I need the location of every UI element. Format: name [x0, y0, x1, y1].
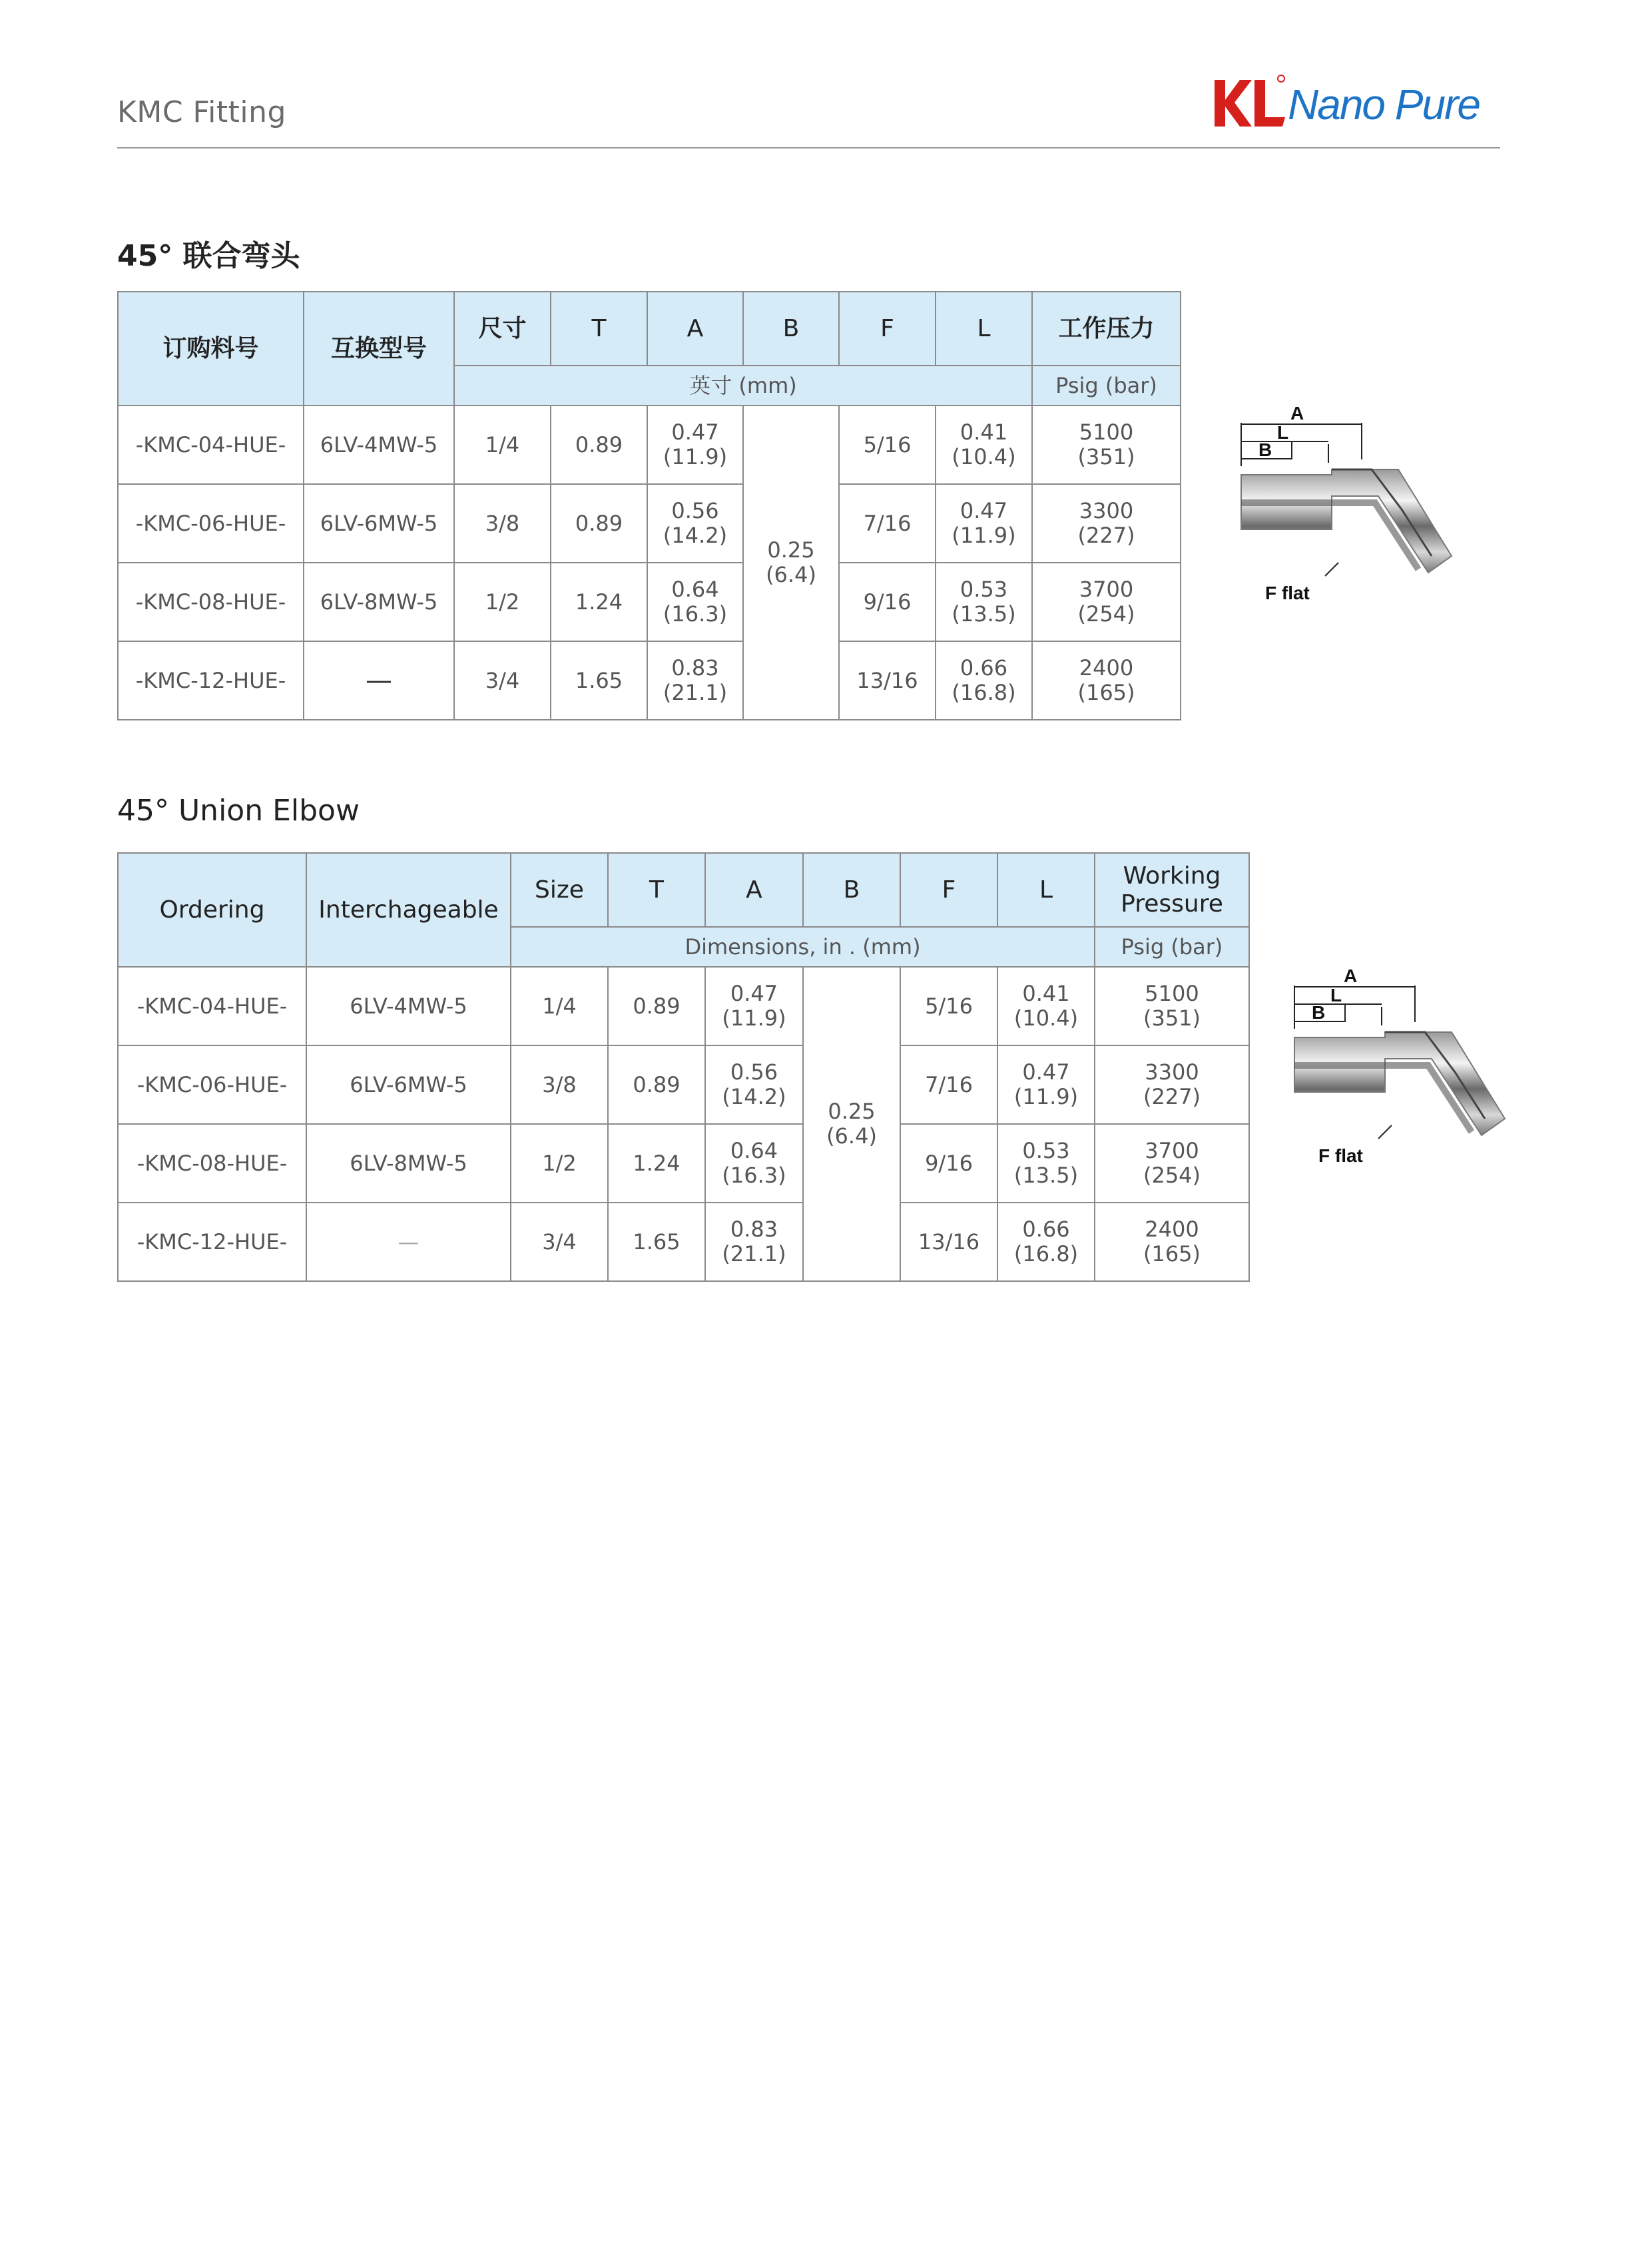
table-row	[118, 563, 1181, 641]
pressure-cell	[1032, 563, 1181, 641]
ordering-cell: -KMC-12-HUE-	[118, 641, 304, 720]
dim-label-b: B	[1258, 439, 1272, 460]
interchangeable-cell: 6LV-8MW-5	[306, 1124, 511, 1203]
dimension-unit: 英寸 (mm)	[454, 366, 1032, 406]
l-mm: (13.5)	[952, 601, 1016, 627]
pressure-bar: (165)	[1143, 1241, 1201, 1266]
pressure-cell	[1032, 484, 1181, 563]
header-b: B	[743, 292, 839, 366]
size-cell: 3/8	[454, 484, 551, 563]
header-pressure-line2: Pressure	[1121, 890, 1223, 918]
f-cell: 7/16	[900, 1045, 997, 1124]
header-l: L	[936, 292, 1032, 366]
page-title: KMC Fitting	[117, 95, 286, 129]
a-mm: (14.2)	[663, 523, 728, 548]
header-t: T	[551, 292, 647, 366]
table-row	[118, 641, 1181, 720]
a-cell	[647, 484, 743, 563]
ordering-cell: -KMC-08-HUE-	[118, 563, 304, 641]
kl-logo-icon	[1211, 71, 1288, 137]
l-in: 0.53	[1022, 1138, 1070, 1164]
t-cell: 0.89	[608, 967, 705, 1045]
header-interchangeable: Interchageable	[306, 853, 511, 967]
table-row	[118, 484, 1181, 563]
l-mm: (16.8)	[952, 680, 1016, 705]
pressure-psig: 3700	[1079, 577, 1134, 603]
t-cell: 1.65	[608, 1203, 705, 1281]
section-title-cn: 45° 联合弯头	[117, 239, 300, 273]
header-pressure-line1: Working	[1123, 862, 1221, 890]
dim-label-l: L	[1330, 985, 1342, 1005]
header-f: F	[900, 853, 997, 927]
pressure-unit: Psig (bar)	[1095, 927, 1249, 967]
ordering-cell: -KMC-04-HUE-	[118, 406, 304, 484]
a-in: 0.47	[671, 420, 719, 445]
pressure-bar: (227)	[1143, 1084, 1201, 1109]
b-mm: (6.4)	[826, 1123, 877, 1149]
a-cell	[705, 1203, 803, 1281]
b-in: 0.25	[828, 1099, 876, 1125]
header-ordering: Ordering	[118, 853, 306, 967]
a-cell	[647, 563, 743, 641]
elbow-diagram-cn	[1232, 403, 1478, 629]
section-title-en: 45° Union Elbow	[117, 794, 360, 828]
pressure-psig: 3700	[1145, 1138, 1199, 1164]
pressure-cell	[1095, 1124, 1249, 1203]
l-cell	[997, 1124, 1095, 1203]
t-cell: 0.89	[608, 1045, 705, 1124]
dim-label-a: A	[1344, 966, 1358, 986]
ordering-cell: -KMC-06-HUE-	[118, 484, 304, 563]
header-b: B	[803, 853, 900, 927]
size-cell: 1/4	[454, 406, 551, 484]
a-mm: (11.9)	[722, 1005, 786, 1031]
l-in: 0.41	[1022, 981, 1070, 1007]
table-row	[118, 1203, 1249, 1281]
dim-label-f: F flat	[1318, 1145, 1363, 1166]
header-ordering: 订购料号	[118, 292, 304, 406]
a-in: 0.83	[671, 655, 719, 681]
interchangeable-cell: 6LV-6MW-5	[306, 1045, 511, 1124]
table-row	[118, 1124, 1249, 1203]
pressure-bar: (254)	[1077, 601, 1135, 627]
dim-label-l: L	[1277, 422, 1289, 443]
pressure-cell	[1095, 1045, 1249, 1124]
f-cell: 5/16	[900, 967, 997, 1045]
header-divider	[117, 147, 1500, 148]
ordering-cell: -KMC-12-HUE-	[118, 1203, 306, 1281]
t-cell: 1.24	[608, 1124, 705, 1203]
pressure-psig: 3300	[1079, 498, 1134, 524]
header-pressure	[1095, 853, 1249, 927]
a-in: 0.64	[671, 577, 719, 603]
t-cell: 1.24	[551, 563, 647, 641]
a-cell	[705, 967, 803, 1045]
interchangeable-cell: 6LV-4MW-5	[306, 967, 511, 1045]
size-cell: 1/2	[454, 563, 551, 641]
t-cell: 1.65	[551, 641, 647, 720]
a-mm: (11.9)	[663, 444, 728, 469]
table-row	[118, 967, 1249, 1045]
l-cell	[936, 563, 1032, 641]
header-size: Size	[511, 853, 608, 927]
dimension-unit: Dimensions, in . (mm)	[511, 927, 1095, 967]
dim-label-a: A	[1290, 403, 1304, 423]
a-in: 0.64	[730, 1138, 778, 1164]
a-cell	[647, 406, 743, 484]
pressure-psig: 5100	[1145, 981, 1199, 1007]
a-mm: (16.3)	[663, 601, 728, 627]
table-row	[118, 1045, 1249, 1124]
pressure-bar: (165)	[1077, 680, 1135, 705]
a-cell	[647, 641, 743, 720]
dim-label-f: F flat	[1265, 583, 1310, 603]
t-cell: 0.89	[551, 484, 647, 563]
ordering-cell: -KMC-04-HUE-	[118, 967, 306, 1045]
brand-name: Nano Pure	[1288, 81, 1480, 129]
l-mm: (11.9)	[1013, 1084, 1079, 1109]
f-cell: 13/16	[900, 1203, 997, 1281]
table-row	[118, 406, 1181, 484]
a-cell	[705, 1045, 803, 1124]
header-size: 尺寸	[454, 292, 551, 366]
l-cell	[997, 1045, 1095, 1124]
a-mm: (14.2)	[722, 1084, 786, 1109]
pressure-cell	[1095, 967, 1249, 1045]
interchangeable-cell: 6LV-6MW-5	[304, 484, 454, 563]
a-in: 0.56	[671, 498, 719, 524]
b-mm: (6.4)	[766, 562, 816, 587]
pressure-psig: 3300	[1145, 1059, 1199, 1085]
header-t: T	[608, 853, 705, 927]
f-cell: 7/16	[839, 484, 936, 563]
pressure-psig: 2400	[1079, 655, 1134, 681]
header-interchangeable: 互换型号	[304, 292, 454, 406]
ordering-cell: -KMC-08-HUE-	[118, 1124, 306, 1203]
elbow-diagram-en	[1285, 966, 1531, 1192]
b-cell	[803, 967, 900, 1281]
a-mm: (21.1)	[663, 680, 728, 705]
header-pressure: 工作压力	[1032, 292, 1181, 366]
l-mm: (13.5)	[1013, 1163, 1079, 1188]
header-l: L	[997, 853, 1095, 927]
f-cell: 13/16	[839, 641, 936, 720]
l-in: 0.66	[1022, 1217, 1070, 1243]
interchangeable-cell: 6LV-4MW-5	[304, 406, 454, 484]
a-in: 0.83	[730, 1217, 778, 1243]
interchangeable-cell: 6LV-8MW-5	[304, 563, 454, 641]
size-cell: 3/4	[511, 1203, 608, 1281]
pressure-bar: (351)	[1143, 1005, 1201, 1031]
f-cell: 9/16	[839, 563, 936, 641]
size-cell: 3/8	[511, 1045, 608, 1124]
size-cell: 3/4	[454, 641, 551, 720]
interchangeable-cell: —	[304, 641, 454, 720]
size-cell: 1/2	[511, 1124, 608, 1203]
header-a: A	[705, 853, 803, 927]
l-cell	[936, 406, 1032, 484]
l-mm: (16.8)	[1013, 1241, 1079, 1266]
l-mm: (11.9)	[952, 523, 1016, 548]
l-cell	[997, 967, 1095, 1045]
pressure-bar: (254)	[1143, 1163, 1201, 1188]
pressure-cell	[1032, 641, 1181, 720]
a-cell	[705, 1124, 803, 1203]
a-in: 0.47	[730, 981, 778, 1007]
pressure-psig: 2400	[1145, 1217, 1199, 1243]
l-cell	[936, 641, 1032, 720]
spec-table-en	[117, 852, 1250, 1282]
pressure-bar: (351)	[1077, 444, 1135, 469]
pressure-unit: Psig (bar)	[1032, 366, 1181, 406]
interchangeable-cell: —	[306, 1203, 511, 1281]
l-in: 0.41	[960, 420, 1008, 445]
ordering-cell: -KMC-06-HUE-	[118, 1045, 306, 1124]
l-mm: (10.4)	[1013, 1005, 1079, 1031]
pressure-bar: (227)	[1077, 523, 1135, 548]
brand-logo	[1211, 71, 1510, 137]
l-in: 0.66	[960, 655, 1008, 681]
elbow-fitting-icon	[1232, 403, 1478, 629]
l-in: 0.47	[1022, 1059, 1070, 1085]
l-in: 0.53	[960, 577, 1008, 603]
size-cell: 1/4	[511, 967, 608, 1045]
elbow-fitting-icon	[1285, 966, 1531, 1192]
a-mm: (16.3)	[722, 1163, 786, 1188]
b-cell	[743, 406, 839, 720]
l-cell	[997, 1203, 1095, 1281]
t-cell: 0.89	[551, 406, 647, 484]
spec-table-cn	[117, 291, 1181, 720]
pressure-cell	[1095, 1203, 1249, 1281]
header-a: A	[647, 292, 743, 366]
dim-label-b: B	[1312, 1002, 1326, 1023]
f-cell: 5/16	[839, 406, 936, 484]
l-mm: (10.4)	[952, 444, 1016, 469]
pressure-cell	[1032, 406, 1181, 484]
a-in: 0.56	[730, 1059, 778, 1085]
header-f: F	[839, 292, 936, 366]
l-in: 0.47	[960, 498, 1008, 524]
f-cell: 9/16	[900, 1124, 997, 1203]
pressure-psig: 5100	[1079, 420, 1134, 445]
b-in: 0.25	[767, 537, 815, 563]
l-cell	[936, 484, 1032, 563]
a-mm: (21.1)	[722, 1241, 786, 1266]
